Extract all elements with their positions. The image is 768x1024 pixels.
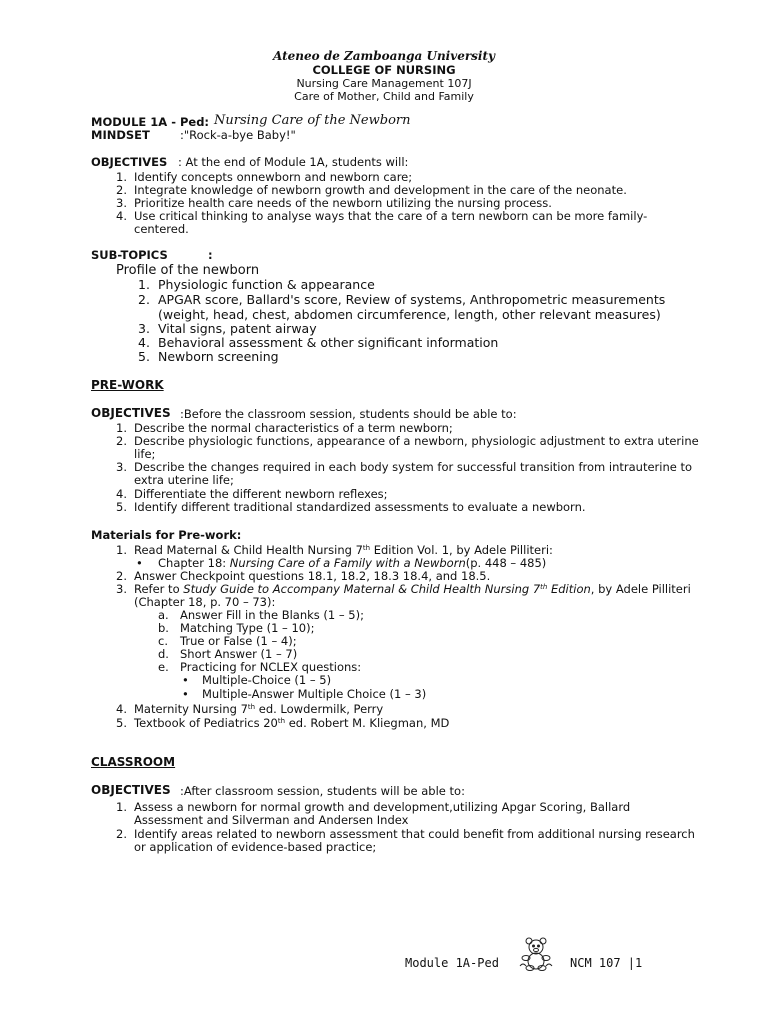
objective-2: Integrate knowledge of newborn growth and development in the care of the neonate. bbox=[134, 183, 627, 197]
material-3-cont: (Chapter 18, p. 70 – 73): bbox=[134, 595, 276, 609]
prework-objective-1: Describe the normal characteristics of a term newborn; bbox=[134, 421, 453, 435]
nclex-1: Multiple-Choice (1 – 5) bbox=[202, 673, 332, 687]
material-3-sub-b: Matching Type (1 – 10); bbox=[180, 621, 315, 635]
document-page: Ateneo de Zamboanga University COLLEGE OF NURSING Nursing Care Management 107J Care of Mother, Child and Family MODULE 1A - Ped: Nursing Care of the Newborn MINDSET :"Rock-a-bye Baby!" OBJECTIVES : At the end of Module 1A, students will: 1. Identify concepts onnewborn and newborn care; 2. Integrate knowledge of newborn growth and development in the care of the neonate. 3. Prioritize health care needs of the newborn utilizing the nursing process. 4. Use critical thinking to analyse ways that the care of a tern newborn can be more family- centered. SUB-TOPICS : Profile of the newborn 1. Physiologic function & appearance 2. APGAR score, Ballard's score, Review of systems, Anthropometric measurements (weight, head, chest, abdomen circumference, length, other relevant measures) 3. Vital signs, patent airway 4. Behavioral assessment & other significant information 5. Newborn screening PRE-WORK OBJECTIVES :Before the classroom session, students should be able to: 1. Describe the normal characteristics of a term newborn; 2. Describe physiologic functions, appearance of a newborn, physiologic adjustment to extra uterine life; 3. Describe the changes required in each body system for successful transition from intrauterine to extra uterine life; 4. Differentiate the different newborn reflexes; 5. Identify different traditional standardized assessments to evaluate a newborn. Materials for Pre-work: 1. Read Maternal & Child Health Nursing 7th Edition Vol. 1, by Adele Pilliteri: • Chapter 18: Nursing Care of a Family with a Newborn(p. 448 – 485) 2. Answer Checkpoint questions 18.1, 18.2, 18.3 18.4, and 18.5. 3. Refer to Study Guide to Accompany Maternal & Child Health Nursing 7th Edition, by Adele Pilliteri (Chapter 18, p. 70 – 73): a. Answer Fill in the Blanks (1 – 5); b. Matching Type (1 – 10); c. True or False (1 – 4); d. Short Answer (1 – 7) e. Practicing for NCLEX questions: • Multiple-Choice (1 – 5) • Multiple-Answer Multiple Choice (1 – 3) 4. Maternity Nursing 7th ed. Lowdermilk, Perry 5. Textbook of Pediatrics 20th ed. Robert M. Kliegman, MD CLASSROOM OBJECTIVES :After classroom session, students will be able to: 1. Assess a newborn for normal growth and development,utilizing Apgar Scoring, Ballard Assessment and Silverman and Andersen Index 2. Identify areas related to newborn assessment that could benefit from additional nursing research or application of evidence-based practice; Module 1A-Ped NCM 107 |1 bbox=[0, 0, 768, 1024]
bullet-icon: • bbox=[182, 687, 189, 701]
course-title: Care of Mother, Child and Family bbox=[294, 90, 474, 103]
objective-4-cont: centered. bbox=[134, 222, 189, 236]
material-1: Read Maternal & Child Health Nursing 7th Edition Vol. 1, by Adele Pilliteri: bbox=[134, 543, 553, 557]
footer-page: NCM 107 |1 bbox=[570, 956, 643, 970]
subtopic-4: Behavioral assessment & other significant information bbox=[158, 335, 499, 350]
footer-module: Module 1A-Ped bbox=[405, 956, 499, 970]
material-4: Maternity Nursing 7th ed. Lowdermilk, Perry bbox=[134, 702, 384, 716]
prework-objective-5: Identify different traditional standardized assessments to evaluate a newborn. bbox=[134, 500, 586, 514]
classroom-heading: CLASSROOM bbox=[91, 755, 176, 769]
classroom-objectives-intro: :After classroom session, students will be able to: bbox=[180, 784, 465, 798]
objectives-intro: : At the end of Module 1A, students will: bbox=[178, 155, 409, 169]
prework-objective-3-cont: extra uterine life; bbox=[134, 473, 234, 487]
classroom-objective-1-cont: Assessment and Silverman and Andersen Index bbox=[134, 813, 409, 827]
subtopics-colon: : bbox=[208, 248, 213, 262]
classroom-objective-2: Identify areas related to newborn assessment that could benefit from additional nursing research bbox=[134, 827, 695, 841]
material-3: Refer to Study Guide to Accompany Maternal & Child Health Nursing 7th Edition, by Adele Pilliteri bbox=[134, 582, 691, 596]
material-1-chapter: Chapter 18: Nursing Care of a Family with a Newborn(p. 448 – 485) bbox=[158, 556, 547, 570]
objective-3: Prioritize health care needs of the newborn utilizing the nursing process. bbox=[134, 196, 552, 210]
module-label: MODULE 1A - Ped: bbox=[91, 115, 210, 129]
nclex-2: Multiple-Answer Multiple Choice (1 – 3) bbox=[202, 687, 427, 701]
material-3-sub-e: Practicing for NCLEX questions: bbox=[180, 660, 362, 674]
material-3-sub-c: True or False (1 – 4); bbox=[180, 634, 297, 648]
university-name: Ateneo de Zamboanga University bbox=[273, 49, 495, 63]
material-3-sub-a: Answer Fill in the Blanks (1 – 5); bbox=[180, 608, 364, 622]
classroom-objective-2-cont: or application of evidence-based practice; bbox=[134, 840, 377, 854]
objectives-label: OBJECTIVES bbox=[91, 155, 168, 169]
subtopic-2-cont: (weight, head, chest, abdomen circumference, length, other relevant measures) bbox=[158, 307, 661, 322]
bullet-icon: • bbox=[182, 673, 189, 687]
material-2: Answer Checkpoint questions 18.1, 18.2, 18.3 18.4, and 18.5. bbox=[134, 569, 491, 583]
mindset-value: :"Rock-a-bye Baby!" bbox=[180, 128, 296, 142]
bullet-icon: • bbox=[136, 556, 143, 570]
subtopic-5: Newborn screening bbox=[158, 349, 279, 364]
prework-objectives-label: OBJECTIVES bbox=[91, 406, 171, 420]
classroom-objectives-label: OBJECTIVES bbox=[91, 783, 171, 797]
teddy-bear-icon bbox=[514, 936, 558, 972]
material-5: Textbook of Pediatrics 20th ed. Robert M. Kliegman, MD bbox=[134, 716, 450, 730]
prework-objective-2-cont: life; bbox=[134, 447, 156, 461]
module-title: Nursing Care of the Newborn bbox=[214, 113, 411, 128]
materials-label: Materials for Pre-work: bbox=[91, 528, 242, 542]
college-name: COLLEGE OF NURSING bbox=[312, 63, 456, 77]
classroom-objective-1: Assess a newborn for normal growth and development,utilizing Apgar Scoring, Ballard bbox=[134, 800, 631, 814]
material-3-sub-d: Short Answer (1 – 7) bbox=[180, 647, 298, 661]
course-code: Nursing Care Management 107J bbox=[296, 77, 472, 90]
objective-1: Identify concepts onnewborn and newborn care; bbox=[134, 170, 413, 184]
subtopics-heading: Profile of the newborn bbox=[116, 263, 260, 278]
mindset-label: MINDSET bbox=[91, 128, 150, 142]
prework-heading: PRE-WORK bbox=[91, 378, 164, 392]
prework-objective-4: Differentiate the different newborn reflexes; bbox=[134, 487, 388, 501]
subtopic-1: Physiologic function & appearance bbox=[158, 277, 375, 292]
prework-objective-3: Describe the changes required in each body system for successful transition from intrauterine to bbox=[134, 460, 693, 474]
subtopic-3: Vital signs, patent airway bbox=[158, 321, 317, 336]
prework-objective-2: Describe physiologic functions, appearance of a newborn, physiologic adjustment to extra uterine bbox=[134, 434, 699, 448]
objective-4: Use critical thinking to analyse ways that the care of a tern newborn can be more family- bbox=[134, 209, 648, 223]
subtopic-2: APGAR score, Ballard's score, Review of systems, Anthropometric measurements bbox=[158, 292, 666, 307]
subtopics-label: SUB-TOPICS bbox=[91, 248, 168, 262]
prework-objectives-intro: :Before the classroom session, students should be able to: bbox=[180, 407, 517, 421]
